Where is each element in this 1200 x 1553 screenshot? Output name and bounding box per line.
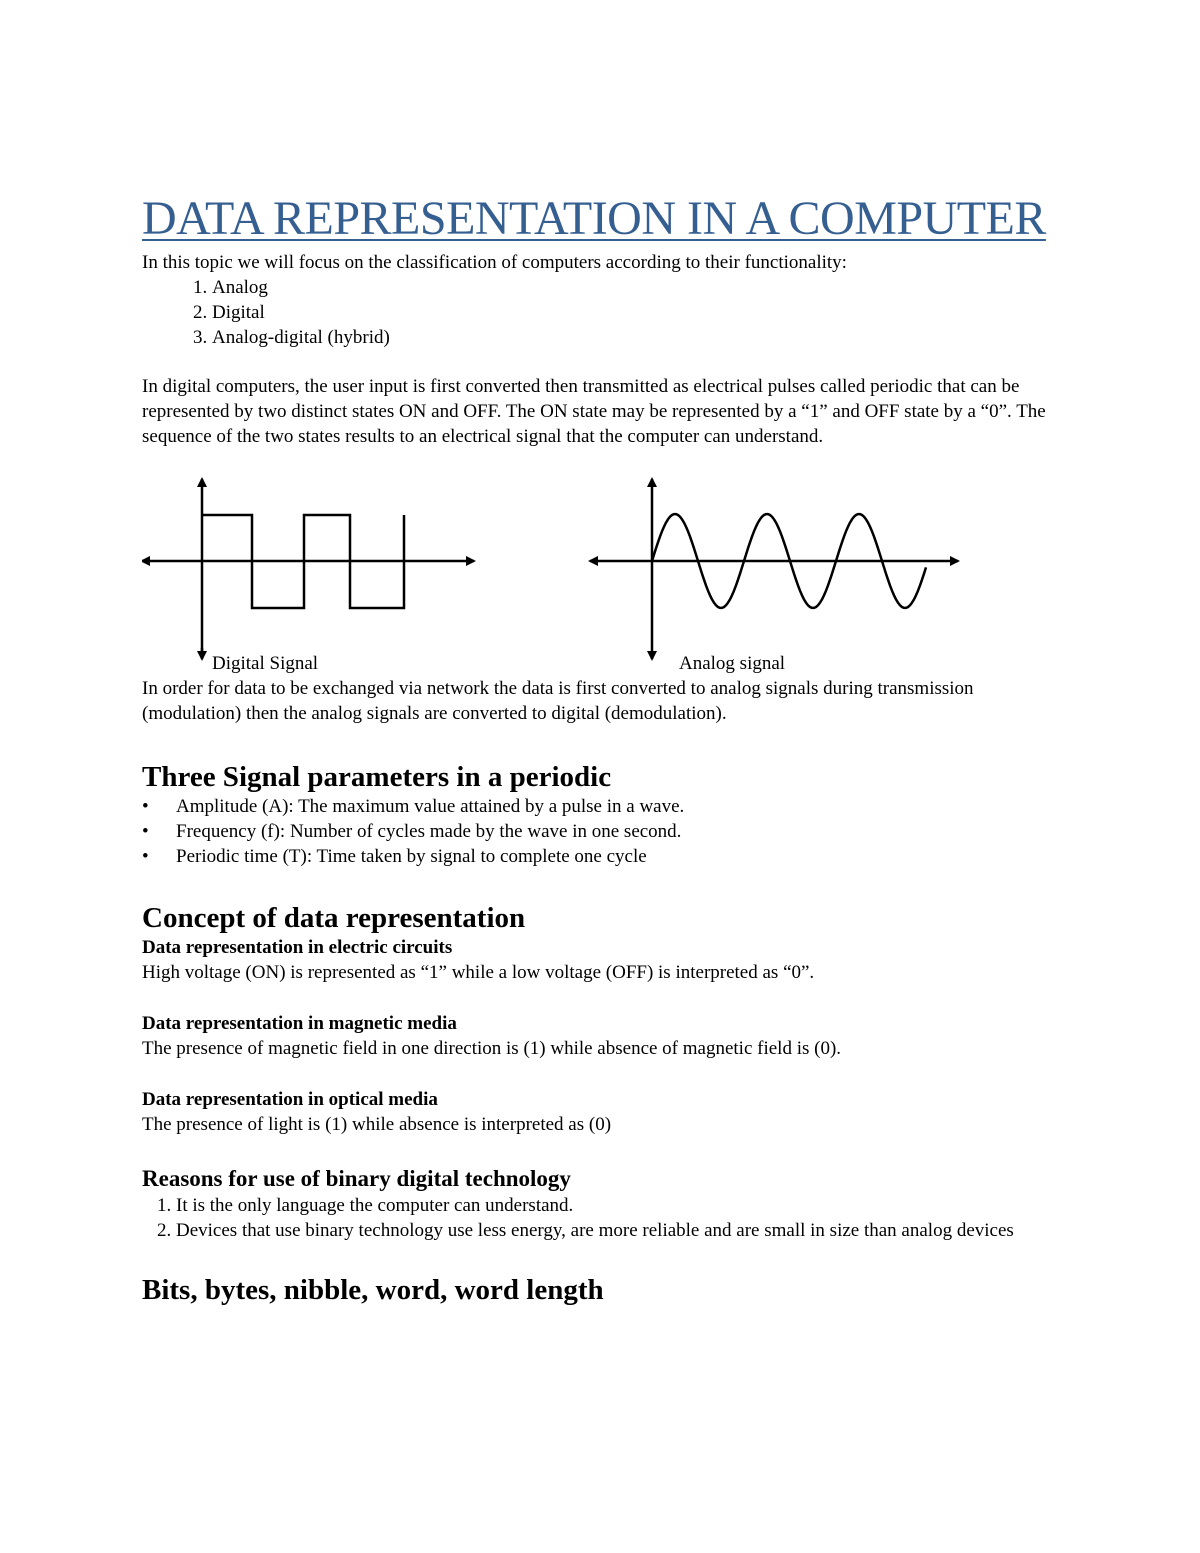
bits-heading: Bits, bytes, nibble, word, word length — [142, 1274, 604, 1306]
list-item: 2. Digital — [212, 300, 1072, 325]
electric-text: High voltage (ON) is represented as “1” while a low voltage (OFF) is interpreted as “0”. — [142, 962, 815, 983]
digital-signal-diagram — [142, 479, 474, 659]
signal-params-heading: Three Signal parameters in a periodic — [142, 761, 612, 793]
signal-diagrams — [142, 473, 1072, 661]
list-item: • Amplitude (A): The maximum value attained by a pulse in a wave. — [142, 794, 1072, 819]
digital-signal-label: Digital Signal — [212, 653, 319, 674]
electric-heading: Data representation in electric circuits — [142, 937, 453, 958]
analog-signal-label: Analog signal — [679, 653, 786, 674]
list-item: 1. Analog — [212, 275, 1072, 300]
magnetic-heading: Data representation in magnetic media — [142, 1013, 457, 1034]
intro-text: In this topic we will focus on the classification of computers according to their functionality: — [142, 252, 847, 273]
optical-text: The presence of light is (1) while absence is interpreted as (0) — [142, 1114, 612, 1135]
page-title: DATA REPRESENTATION IN A COMPUTER — [142, 192, 1046, 245]
analog-signal-diagram — [590, 479, 958, 659]
list-item: 3. Analog-digital (hybrid) — [212, 325, 1072, 350]
magnetic-text: The presence of magnetic field in one direction is (1) while absence of magnetic field is (0). — [142, 1038, 842, 1059]
digital-paragraph: In digital computers, the user input is first converted then transmitted as electrical pulses called periodic that can be represented by two distinct states ON and OFF. The ON state may be represented by a “1” and OFF state by a “0”. The sequence of the two states results to an electrical signal that the computer can understand. — [142, 376, 1046, 447]
network-paragraph: In order for data to be exchanged via network the data is first converted to analog signals during transmission (modulation) then the analog signals are converted to digital (demodulation). — [142, 678, 974, 724]
signal-figures — [142, 473, 1072, 674]
list-item: 2. Devices that use binary technology use less energy, are more reliable and are small in size than analog devices — [176, 1218, 1072, 1243]
list-item: • Frequency (f): Number of cycles made by the wave in one second. — [142, 819, 1072, 844]
optical-heading: Data representation in optical media — [142, 1089, 438, 1110]
reasons-heading: Reasons for use of binary digital technology — [142, 1166, 571, 1191]
classification-list — [142, 275, 1072, 350]
signal-params-list — [142, 794, 1072, 869]
list-item: • Periodic time (T): Time taken by signal to complete one cycle — [142, 844, 1072, 869]
concept-heading: Concept of data representation — [142, 902, 526, 934]
document-page — [142, 190, 1072, 1307]
reasons-list — [142, 1193, 1072, 1243]
list-item: 1. It is the only language the computer can understand. — [176, 1193, 1072, 1218]
